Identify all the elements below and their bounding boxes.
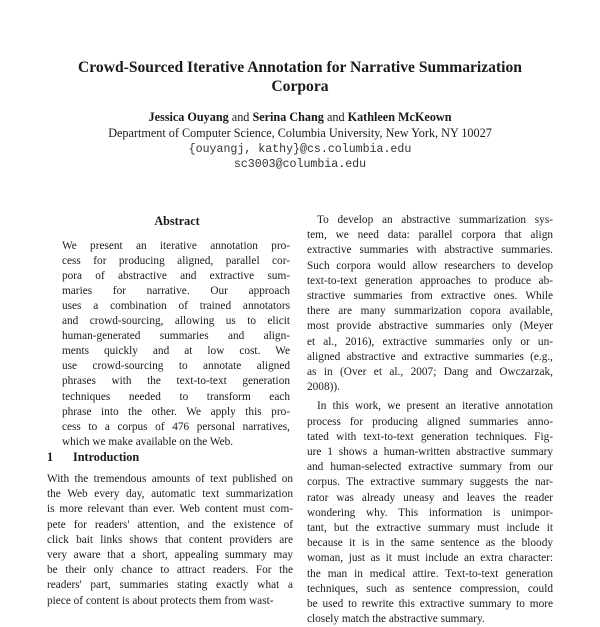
text-line: the Web every day, automatic text summarization bbox=[47, 488, 293, 501]
text-line: the man in medical attire. Text-to-text generation bbox=[307, 567, 553, 580]
text-line: With the tremendous amounts of text published on bbox=[47, 473, 293, 485]
author-name: Jessica Ouyang bbox=[148, 110, 229, 124]
text-line: process for producing aligned summaries anno- bbox=[307, 415, 553, 428]
text-line: because it is in the same sentence as the bloody bbox=[307, 537, 553, 550]
text-line: techniques needed to transform each bbox=[62, 390, 290, 403]
text-line: phrase into the other. We apply this pro- bbox=[62, 405, 290, 418]
paper-title bbox=[0, 58, 600, 96]
author-separator: and bbox=[231, 110, 250, 124]
text-line: which we make available on the Web. bbox=[62, 435, 234, 448]
text-line: cess for producing aligned, parallel cor- bbox=[62, 255, 290, 268]
text-line: tant, but the extractive summary must include it bbox=[307, 522, 553, 534]
paper-title-line-1: Crowd-Sourced Iterative Annotation for Narrative Summarization bbox=[78, 59, 522, 76]
text-line: very aware that a short, appealing summary may bbox=[47, 549, 293, 561]
text-line: aligned abstractive and extractive summaries (e.g., bbox=[307, 350, 553, 363]
text-line: techniques, such as sentence compression, could bbox=[307, 582, 553, 595]
text-line: Such corpora would allow researchers to develop bbox=[307, 259, 553, 272]
text-line: cess to a corpus of 476 personal narratives, bbox=[62, 420, 290, 433]
text-line: human-generated summaries and align- bbox=[62, 330, 290, 343]
text-line: piece of content is about protects them from wast- bbox=[47, 594, 274, 607]
paper-title-line-2: Corpora bbox=[271, 78, 329, 95]
text-line: as in (Over et al., 2007; Dang and Owczarzak, bbox=[307, 366, 553, 378]
text-line: be their only chance to attract readers. For the bbox=[47, 564, 293, 577]
text-line: most provide abstractive summaries only (Meyer bbox=[307, 320, 553, 333]
text-line: To develop an abstractive summarization sys- bbox=[317, 214, 553, 226]
text-line: and crowd-sourcing, allowing us to elicit bbox=[62, 315, 290, 328]
text-line: closely match the abstractive summary. bbox=[307, 613, 485, 626]
email-address: sc3003@columbia.edu bbox=[233, 158, 367, 171]
text-line: uses a combination of trained annotators bbox=[62, 300, 290, 313]
text-line: phrases with the text-to-text generation bbox=[62, 375, 290, 388]
author-separator: and bbox=[326, 110, 345, 124]
abstract-heading: Abstract bbox=[154, 214, 200, 228]
email-address: {ouyangj, kathy}@cs.columbia.edu bbox=[188, 143, 412, 156]
text-line: We present an iterative annotation pro- bbox=[62, 240, 290, 252]
text-line: and human-selected extractive summary from our bbox=[307, 461, 553, 474]
text-line: extractive summaries with abstractive summaries. bbox=[307, 244, 553, 257]
author-name: Serina Chang bbox=[252, 110, 324, 124]
text-line: maries for narrative. Our approach bbox=[62, 285, 290, 298]
text-line: click bait links shows that content providers are bbox=[47, 533, 293, 546]
text-line: corpus. The extractive summary suggests the nar- bbox=[307, 476, 553, 489]
text-line: pete for readers' attention, and the existence of bbox=[47, 518, 293, 531]
text-line: ments quickly and at low cost. We bbox=[62, 345, 290, 358]
affiliation: Department of Computer Science, Columbia University, New York, NY 10027 bbox=[108, 126, 492, 140]
section-number: 1 bbox=[47, 450, 54, 464]
text-line: use crowd-sourcing to annotate aligned bbox=[62, 360, 290, 373]
text-line: woman, just as it must include an extra character: bbox=[307, 552, 553, 565]
text-line: pora of abstractive and extractive sum- bbox=[62, 270, 290, 283]
author-name: Kathleen McKeown bbox=[347, 110, 452, 124]
text-line: 2008)). bbox=[307, 381, 340, 394]
text-line: In this work, we present an iterative annotation bbox=[317, 400, 553, 413]
text-line: stractive summaries from extractive ones. While bbox=[307, 290, 553, 302]
text-line: et al., 2016), extractive summaries only or un- bbox=[307, 335, 553, 348]
text-line: rator was already uneasy and leaves the reader bbox=[307, 491, 553, 504]
section-title: Introduction bbox=[73, 450, 140, 464]
text-line: be used to rewrite this extractive summary to more bbox=[307, 598, 553, 610]
text-line: wondering why. This information is unimpor- bbox=[307, 506, 553, 519]
text-line: text-to-text generation approaches to produce ab- bbox=[307, 274, 553, 287]
text-line: there are many summarization copora available, bbox=[307, 305, 553, 318]
text-line: readers' part, summaries stating exactly what a bbox=[47, 579, 293, 592]
text-line: tem, we need data: parallel corpora that align bbox=[307, 229, 553, 242]
text-line: ure 1 shows a human-written abstractive summary bbox=[307, 446, 553, 458]
text-line: tated with text-to-text generation techniques. Fig- bbox=[307, 430, 553, 443]
author-list bbox=[0, 110, 600, 125]
text-line: is more relevant than ever. Web content must com- bbox=[47, 503, 293, 516]
section-heading-introduction bbox=[47, 450, 139, 465]
